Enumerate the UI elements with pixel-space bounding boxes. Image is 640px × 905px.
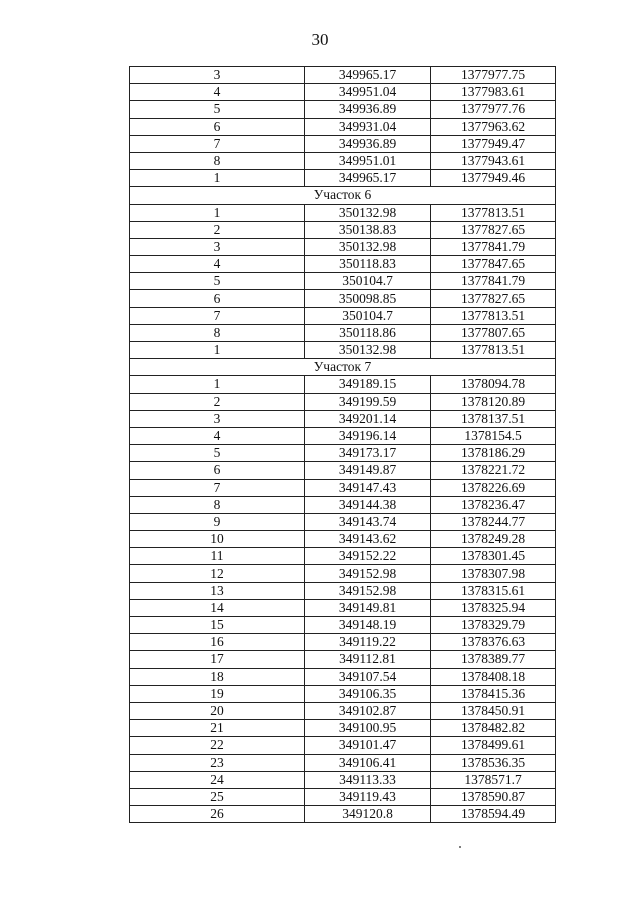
table-row	[130, 479, 556, 496]
y-coordinate-cell: 1378499.61	[431, 737, 556, 754]
table-row	[130, 702, 556, 719]
x-coordinate-cell: 349144.38	[305, 496, 431, 513]
point-number-cell: 8	[130, 324, 305, 341]
point-number-cell: 2	[130, 221, 305, 238]
table-row	[130, 496, 556, 513]
point-number-cell: 16	[130, 634, 305, 651]
table-row	[130, 273, 556, 290]
point-number-cell: 7	[130, 135, 305, 152]
x-coordinate-cell: 349173.17	[305, 445, 431, 462]
x-coordinate-cell: 349119.22	[305, 634, 431, 651]
x-coordinate-cell: 350118.86	[305, 324, 431, 341]
x-coordinate-cell: 349152.98	[305, 565, 431, 582]
table-row	[130, 324, 556, 341]
x-coordinate-cell: 349112.81	[305, 651, 431, 668]
point-number-cell: 14	[130, 599, 305, 616]
y-coordinate-cell: 1378137.51	[431, 410, 556, 427]
y-coordinate-cell: 1378315.61	[431, 582, 556, 599]
x-coordinate-cell: 349936.89	[305, 101, 431, 118]
point-number-cell: 4	[130, 84, 305, 101]
y-coordinate-cell: 1377841.79	[431, 238, 556, 255]
x-coordinate-cell: 349107.54	[305, 668, 431, 685]
table-row	[130, 342, 556, 359]
table-row	[130, 771, 556, 788]
x-coordinate-cell: 349965.17	[305, 67, 431, 84]
point-number-cell: 1	[130, 376, 305, 393]
table-row	[130, 754, 556, 771]
point-number-cell: 8	[130, 152, 305, 169]
x-coordinate-cell: 349147.43	[305, 479, 431, 496]
x-coordinate-cell: 349106.35	[305, 685, 431, 702]
y-coordinate-cell: 1377949.46	[431, 170, 556, 187]
y-coordinate-cell: 1378590.87	[431, 788, 556, 805]
x-coordinate-cell: 350098.85	[305, 290, 431, 307]
y-coordinate-cell: 1377963.62	[431, 118, 556, 135]
x-coordinate-cell: 349143.74	[305, 513, 431, 530]
y-coordinate-cell: 1378408.18	[431, 668, 556, 685]
point-number-cell: 4	[130, 427, 305, 444]
table-row	[130, 599, 556, 616]
point-number-cell: 17	[130, 651, 305, 668]
x-coordinate-cell: 349196.14	[305, 427, 431, 444]
x-coordinate-cell: 349113.33	[305, 771, 431, 788]
y-coordinate-cell: 1377983.61	[431, 84, 556, 101]
coordinates-table-body	[130, 67, 556, 823]
coordinates-table	[129, 66, 556, 823]
table-row	[130, 685, 556, 702]
y-coordinate-cell: 1377841.79	[431, 273, 556, 290]
x-coordinate-cell: 349102.87	[305, 702, 431, 719]
y-coordinate-cell: 1378120.89	[431, 393, 556, 410]
x-coordinate-cell: 349936.89	[305, 135, 431, 152]
table-row	[130, 238, 556, 255]
y-coordinate-cell: 1377949.47	[431, 135, 556, 152]
point-number-cell: 10	[130, 531, 305, 548]
x-coordinate-cell: 349199.59	[305, 393, 431, 410]
y-coordinate-cell: 1377813.51	[431, 307, 556, 324]
point-number-cell: 3	[130, 238, 305, 255]
y-coordinate-cell: 1377813.51	[431, 342, 556, 359]
table-row	[130, 582, 556, 599]
table-row	[130, 788, 556, 805]
point-number-cell: 26	[130, 806, 305, 823]
point-number-cell: 3	[130, 67, 305, 84]
point-number-cell: 20	[130, 702, 305, 719]
table-row	[130, 410, 556, 427]
point-number-cell: 22	[130, 737, 305, 754]
point-number-cell: 4	[130, 256, 305, 273]
table-row	[130, 221, 556, 238]
x-coordinate-cell: 349152.98	[305, 582, 431, 599]
x-coordinate-cell: 349101.47	[305, 737, 431, 754]
y-coordinate-cell: 1378094.78	[431, 376, 556, 393]
point-number-cell: 8	[130, 496, 305, 513]
table-row	[130, 84, 556, 101]
point-number-cell: 1	[130, 170, 305, 187]
y-coordinate-cell: 1377807.65	[431, 324, 556, 341]
point-number-cell: 5	[130, 101, 305, 118]
table-row	[130, 135, 556, 152]
point-number-cell: 5	[130, 273, 305, 290]
section-header-row	[130, 359, 556, 376]
point-number-cell: 6	[130, 118, 305, 135]
table-row	[130, 806, 556, 823]
section-header-row	[130, 187, 556, 204]
table-row	[130, 548, 556, 565]
x-coordinate-cell: 350104.7	[305, 307, 431, 324]
point-number-cell: 19	[130, 685, 305, 702]
y-coordinate-cell: 1378221.72	[431, 462, 556, 479]
table-row	[130, 634, 556, 651]
table-row	[130, 290, 556, 307]
x-coordinate-cell: 349143.62	[305, 531, 431, 548]
table-row	[130, 152, 556, 169]
table-row	[130, 651, 556, 668]
y-coordinate-cell: 1378325.94	[431, 599, 556, 616]
point-number-cell: 6	[130, 290, 305, 307]
table-row	[130, 256, 556, 273]
point-number-cell: 12	[130, 565, 305, 582]
y-coordinate-cell: 1378154.5	[431, 427, 556, 444]
y-coordinate-cell: 1378376.63	[431, 634, 556, 651]
x-coordinate-cell: 349100.95	[305, 720, 431, 737]
x-coordinate-cell: 350104.7	[305, 273, 431, 290]
x-coordinate-cell: 349149.87	[305, 462, 431, 479]
y-coordinate-cell: 1378415.36	[431, 685, 556, 702]
page-number: 30	[311, 30, 329, 49]
y-coordinate-cell: 1378307.98	[431, 565, 556, 582]
point-number-cell: 18	[130, 668, 305, 685]
table-row	[130, 668, 556, 685]
point-number-cell: 15	[130, 617, 305, 634]
y-coordinate-cell: 1378594.49	[431, 806, 556, 823]
x-coordinate-cell: 349106.41	[305, 754, 431, 771]
point-number-cell: 1	[130, 342, 305, 359]
point-number-cell: 2	[130, 393, 305, 410]
x-coordinate-cell: 350132.98	[305, 238, 431, 255]
y-coordinate-cell: 1377943.61	[431, 152, 556, 169]
point-number-cell: 7	[130, 307, 305, 324]
x-coordinate-cell: 349951.04	[305, 84, 431, 101]
point-number-cell: 24	[130, 771, 305, 788]
x-coordinate-cell: 350118.83	[305, 256, 431, 273]
y-coordinate-cell: 1378226.69	[431, 479, 556, 496]
point-number-cell: 13	[130, 582, 305, 599]
table-row	[130, 720, 556, 737]
x-coordinate-cell: 349201.14	[305, 410, 431, 427]
y-coordinate-cell: 1377813.51	[431, 204, 556, 221]
x-coordinate-cell: 349152.22	[305, 548, 431, 565]
x-coordinate-cell: 349149.81	[305, 599, 431, 616]
y-coordinate-cell: 1378482.82	[431, 720, 556, 737]
table-row	[130, 118, 556, 135]
table-row	[130, 67, 556, 84]
point-number-cell: 1	[130, 204, 305, 221]
y-coordinate-cell: 1377977.76	[431, 101, 556, 118]
point-number-cell: 6	[130, 462, 305, 479]
y-coordinate-cell: 1378186.29	[431, 445, 556, 462]
section-title: Участок 6	[130, 187, 556, 204]
table-row	[130, 204, 556, 221]
y-coordinate-cell: 1377847.65	[431, 256, 556, 273]
x-coordinate-cell: 349120.8	[305, 806, 431, 823]
y-coordinate-cell: 1377977.75	[431, 67, 556, 84]
point-number-cell: 23	[130, 754, 305, 771]
point-number-cell: 7	[130, 479, 305, 496]
x-coordinate-cell: 349189.15	[305, 376, 431, 393]
point-number-cell: 9	[130, 513, 305, 530]
scan-speck	[459, 846, 461, 848]
x-coordinate-cell: 349119.43	[305, 788, 431, 805]
table-row	[130, 427, 556, 444]
table-row	[130, 737, 556, 754]
y-coordinate-cell: 1378244.77	[431, 513, 556, 530]
table-row	[130, 565, 556, 582]
x-coordinate-cell: 350132.98	[305, 342, 431, 359]
table-row	[130, 462, 556, 479]
y-coordinate-cell: 1378249.28	[431, 531, 556, 548]
table-row	[130, 307, 556, 324]
y-coordinate-cell: 1377827.65	[431, 221, 556, 238]
point-number-cell: 5	[130, 445, 305, 462]
y-coordinate-cell: 1378236.47	[431, 496, 556, 513]
table-row	[130, 101, 556, 118]
point-number-cell: 25	[130, 788, 305, 805]
x-coordinate-cell: 349951.01	[305, 152, 431, 169]
x-coordinate-cell: 350132.98	[305, 204, 431, 221]
y-coordinate-cell: 1378301.45	[431, 548, 556, 565]
x-coordinate-cell: 349931.04	[305, 118, 431, 135]
x-coordinate-cell: 349148.19	[305, 617, 431, 634]
y-coordinate-cell: 1378536.35	[431, 754, 556, 771]
section-title: Участок 7	[130, 359, 556, 376]
table-row	[130, 170, 556, 187]
table-row	[130, 531, 556, 548]
y-coordinate-cell: 1378571.7	[431, 771, 556, 788]
y-coordinate-cell: 1378329.79	[431, 617, 556, 634]
table-row	[130, 445, 556, 462]
point-number-cell: 3	[130, 410, 305, 427]
x-coordinate-cell: 350138.83	[305, 221, 431, 238]
y-coordinate-cell: 1378450.91	[431, 702, 556, 719]
point-number-cell: 21	[130, 720, 305, 737]
y-coordinate-cell: 1378389.77	[431, 651, 556, 668]
x-coordinate-cell: 349965.17	[305, 170, 431, 187]
table-row	[130, 376, 556, 393]
table-row	[130, 617, 556, 634]
table-row	[130, 393, 556, 410]
point-number-cell: 11	[130, 548, 305, 565]
table-row	[130, 513, 556, 530]
y-coordinate-cell: 1377827.65	[431, 290, 556, 307]
